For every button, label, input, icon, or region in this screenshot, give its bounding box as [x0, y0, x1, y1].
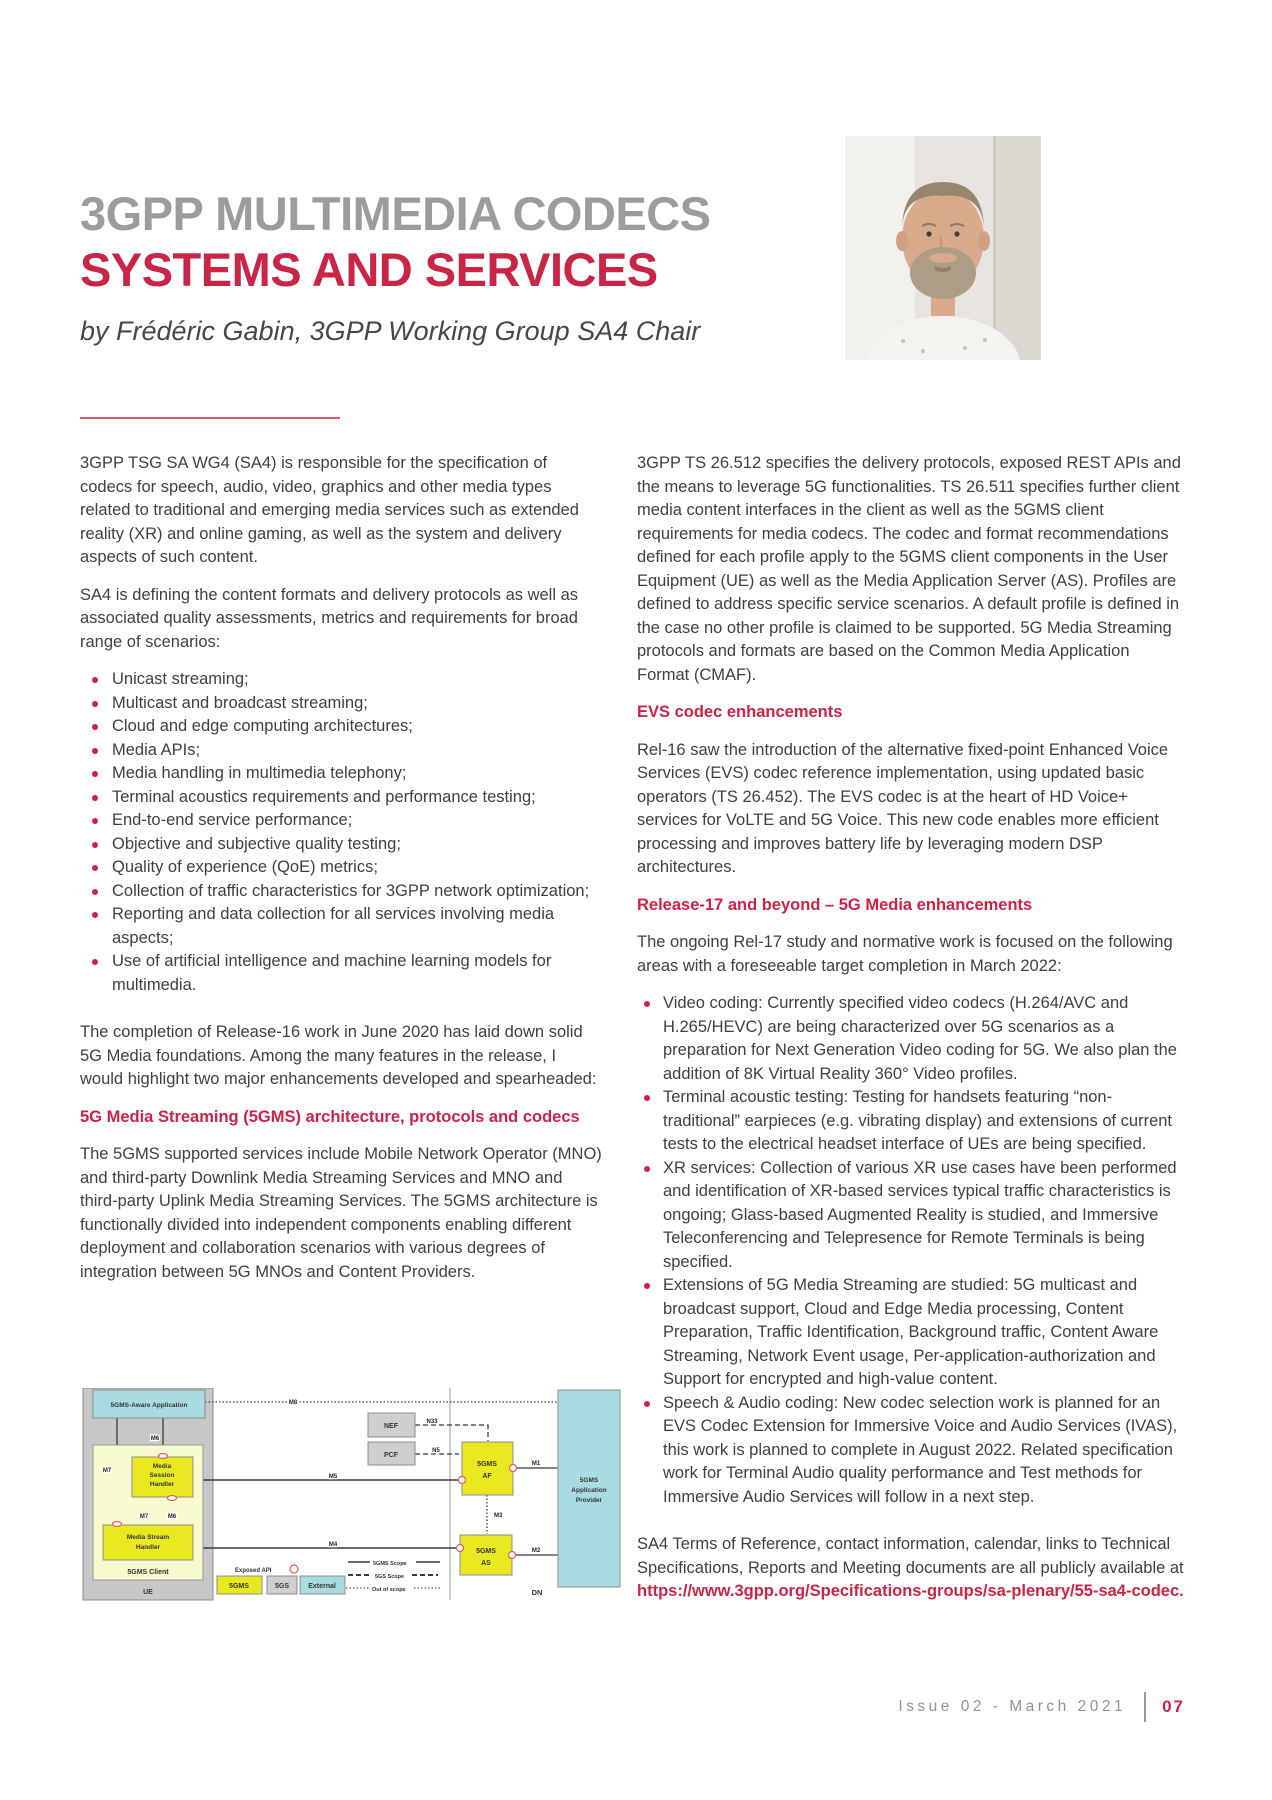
footer-divider — [1144, 1692, 1146, 1722]
legend-5gms-scope-label: 5GMS Scope — [373, 1561, 407, 1567]
svg-text:AF: AF — [482, 1473, 492, 1480]
mstrh-label: Media Stream — [126, 1534, 170, 1541]
scenario-bullet-list — [80, 668, 603, 997]
m8-label: M8 — [288, 1400, 298, 1406]
svg-text:Handler: Handler — [149, 1481, 175, 1488]
list-item: Media handling in multimedia telephony; — [80, 762, 603, 786]
bullet-icon — [92, 771, 98, 777]
list-item: Extensions of 5G Media Streaming are studied: 5G multicast and broadcast support, Cloud and Edge Media processing, Content Preparation, Traffic Identification, Background traffic, Content Aware Streaming, Network Event usage, Per-application-authorization and Support for encrypted and high-value content. — [637, 1274, 1185, 1392]
list-item: Objective and subjective quality testing; — [80, 833, 603, 857]
heading-rel17: Release-17 and beyond – 5G Media enhancements — [637, 895, 1033, 914]
legend-5gs-label: 5GS — [274, 1583, 290, 1590]
svg-text:Provider: Provider — [575, 1497, 603, 1504]
ts26512-paragraph: 3GPP TS 26.512 specifies the delivery protocols, exposed REST APIs and the means to leverage 5G functionalities. TS 26.511 specifies further client media content interfaces in the client as well as the 5GMS client requirements for media codecs. The codec and format recommendations defined for each profile apply to the 5GMS client components in the User Equipment (UE) as well as the Media Application Server (AS). Profiles are defined to address specific service scenarios. A default profile is defined in the case no other profile is claimed to be supported. 5G Media Streaming protocols and formats are based on the Common Media Application Format (CMAF). — [637, 454, 1181, 684]
exposed-api-legend-icon — [290, 1565, 298, 1573]
rel17-bullet-list — [637, 992, 1185, 1509]
media-stream-handler-box — [103, 1525, 193, 1560]
left-column — [80, 452, 603, 1298]
list-item: Unicast streaming; — [80, 668, 603, 692]
list-item: Video coding: Currently specified video codecs (H.264/AVC and H.265/HEVC) are being characterized over 5G scenarios as a preparation for Next Generation Video coding for 5G. We also plan the addition of 8K Virtual Reality 360° Video profiles. — [637, 992, 1185, 1086]
dn-label: DN — [531, 1588, 543, 1597]
aware-app-label: 5GMS-Aware Application — [110, 1402, 188, 1409]
bullet-icon — [92, 724, 98, 730]
page-title-line1: 3GPP MULTIMEDIA CODECS — [80, 187, 711, 240]
list-item: Use of artificial intelligence and machine learning models for multimedia. — [80, 950, 603, 997]
m7-label: M7 — [102, 1468, 112, 1474]
5gms-architecture-diagram — [78, 1388, 626, 1628]
nef-label: NEF — [384, 1423, 398, 1430]
list-item: XR services: Collection of various XR use cases have been performed and identification of XR-based services typical traffic characteristics is ongoing; Glass-based Augmented Reality is studied, and Immersive Teleconferencing and Telepresence for Remote Terminals is being specified. — [637, 1157, 1185, 1275]
scope-paragraph: SA4 is defining the content formats and delivery protocols as well as associated quality assessments, metrics and requirements for broad range of scenarios: — [80, 585, 579, 651]
list-item: Speech & Audio coding: New codec selection work is planned for an EVS Codec Extension for Immersive Voice and Audio Services (IVAS), this work is planned to complete in August 2022. Related specification work for Terminal Audio quality performance and Test methods for Immersive Audio Services will follow in a next step. — [637, 1392, 1185, 1510]
list-item: Media APIs; — [80, 739, 603, 763]
evs-paragraph: Rel-16 saw the introduction of the alternative fixed-point Enhanced Voice Services (EVS) codec reference implementation, using updated basic operators (TS 26.452). The EVS codec is at the heart of HD Voice+ services for VoLTE and 5G Voice. This new code enables more efficient processing and improves battery life by leveraging modern DSP architectures. — [637, 740, 1169, 876]
n5-label: N5 — [432, 1448, 440, 1454]
svg-text:5GMS — [477, 1461, 497, 1468]
sa4-codec-link[interactable]: https://www.3gpp.org/Specifications-groups/sa-plenary/55-sa4-codec. — [637, 1582, 1184, 1600]
bullet-icon — [92, 748, 98, 754]
bullet-icon — [92, 701, 98, 707]
portrait-photo — [845, 136, 1041, 360]
bullet-icon — [92, 889, 98, 895]
ue-label: UE — [143, 1589, 153, 1596]
byline: by Frédéric Gabin, 3GPP Working Group SA4 Chair — [80, 316, 701, 346]
list-item: Terminal acoustic testing: Testing for handsets featuring “non-traditional” earpieces (e.g. vibrating display) and extensions of current tests to the electrical headset interface of UEs are being specified. — [637, 1086, 1185, 1157]
bullet-icon — [92, 842, 98, 848]
legend-5gms-label: 5GMS — [229, 1583, 249, 1590]
exposed-api-legend-label: Exposed API — [235, 1568, 272, 1574]
bullet-icon — [644, 1001, 650, 1007]
legend-external-label: External — [308, 1583, 336, 1590]
legend-5gs-scope-label: 5GS Scope — [375, 1574, 405, 1580]
title-underline-rule — [80, 417, 340, 419]
svg-text:AS: AS — [481, 1560, 491, 1567]
svg-text:5GMS — [580, 1477, 599, 1484]
legend-out-of-scope-label: Out of scope — [372, 1587, 406, 1593]
list-item: End-to-end service performance; — [80, 809, 603, 833]
svg-text:Media — [153, 1463, 172, 1470]
footer-issue: Issue 02 - March 2021 — [898, 1698, 1127, 1715]
5gms-paragraph: The 5GMS supported services include Mobile Network Operator (MNO) and third-party Downlink Media Streaming Services and MNO and third-party Uplink Media Streaming Services. The 5GMS architecture is functionally divided into independent components enabling different deployment and collaboration scenarios with various degrees of integration between 5G MNOs and Content Providers. — [80, 1145, 602, 1281]
bullet-icon — [92, 959, 98, 965]
list-item: Cloud and edge computing architectures; — [80, 715, 603, 739]
bullet-icon — [644, 1095, 650, 1101]
diagram-canvas — [78, 1388, 626, 1628]
m3-label: M3 — [494, 1513, 503, 1519]
5gms-as-box — [460, 1535, 512, 1575]
m1-label: M1 — [531, 1461, 541, 1467]
release16-paragraph: The completion of Release-16 work in June 2020 has laid down solid 5G Media foundations. Among the many features in the release, I would highlight two major enhancements developed and spearheaded: — [80, 1023, 597, 1088]
svg-text:5GMS — [476, 1548, 496, 1555]
m5-label: M5 — [328, 1474, 338, 1480]
as-label: 5GMS — [476, 1548, 496, 1555]
bullet-icon — [644, 1283, 650, 1289]
list-item: Multicast and broadcast streaming; — [80, 692, 603, 716]
svg-text:Session: Session — [149, 1472, 175, 1479]
pcf-label: PCF — [384, 1452, 398, 1459]
rel17-paragraph: The ongoing Rel-17 study and normative work is focused on the following areas with a foreseeable target completion in March 2022: — [637, 933, 1173, 975]
portrait-photo-art — [845, 136, 1041, 360]
svg-text:Application: Application — [571, 1487, 607, 1494]
closing-paragraph — [637, 1533, 1185, 1604]
m6-label: M6 — [150, 1436, 160, 1442]
provider-label: 5GMS — [579, 1477, 599, 1484]
heading-evs: EVS codec enhancements — [637, 703, 843, 721]
bullet-icon — [92, 912, 98, 918]
closing-text: SA4 Terms of Reference, contact information, calendar, links to Technical Specifications, Reports and Meeting documents are all publicly available at — [637, 1535, 1184, 1577]
heading-5gms: 5G Media Streaming (5GMS) architecture, protocols and codecs — [80, 1107, 580, 1126]
page-title-line2: SYSTEMS AND SERVICES — [80, 243, 658, 296]
m2-label: M2 — [531, 1548, 541, 1554]
m6-inner-label: M6 — [167, 1514, 177, 1520]
list-item: Reporting and data collection for all services involving media aspects; — [80, 903, 603, 950]
5gms-af-box — [462, 1442, 513, 1495]
right-column — [637, 452, 1185, 1618]
list-item: Collection of traffic characteristics for 3GPP network optimization; — [80, 880, 603, 904]
bullet-icon — [92, 818, 98, 824]
bullet-icon — [644, 1401, 650, 1407]
bullet-icon — [92, 677, 98, 683]
list-item: Quality of experience (QoE) metrics; — [80, 856, 603, 880]
intro-paragraph: 3GPP TSG SA WG4 (SA4) is responsible for the specification of codecs for speech, audio, video, graphics and other media types related to traditional and emerging media services such as extended reality (XR) and online gaming, as well as the system and delivery aspects of such content. — [80, 454, 579, 566]
svg-text:Handler: Handler — [135, 1544, 161, 1551]
msh-label: Media — [152, 1463, 172, 1470]
m4-label: M4 — [328, 1542, 338, 1548]
bullet-icon — [92, 795, 98, 801]
m7-inner-label: M7 — [139, 1514, 149, 1520]
bullet-icon — [644, 1166, 650, 1172]
af-label: 5GMS — [477, 1461, 497, 1468]
bullet-icon — [92, 865, 98, 871]
5gms-client-label: 5GMS Client — [127, 1569, 169, 1576]
n33-label: N33 — [426, 1419, 438, 1425]
footer-page-number: 07 — [1162, 1697, 1185, 1716]
title-block — [80, 186, 820, 347]
list-item: Terminal acoustics requirements and performance testing; — [80, 786, 603, 810]
svg-text:Media Stream — [127, 1534, 169, 1541]
page-footer — [898, 1692, 1185, 1722]
